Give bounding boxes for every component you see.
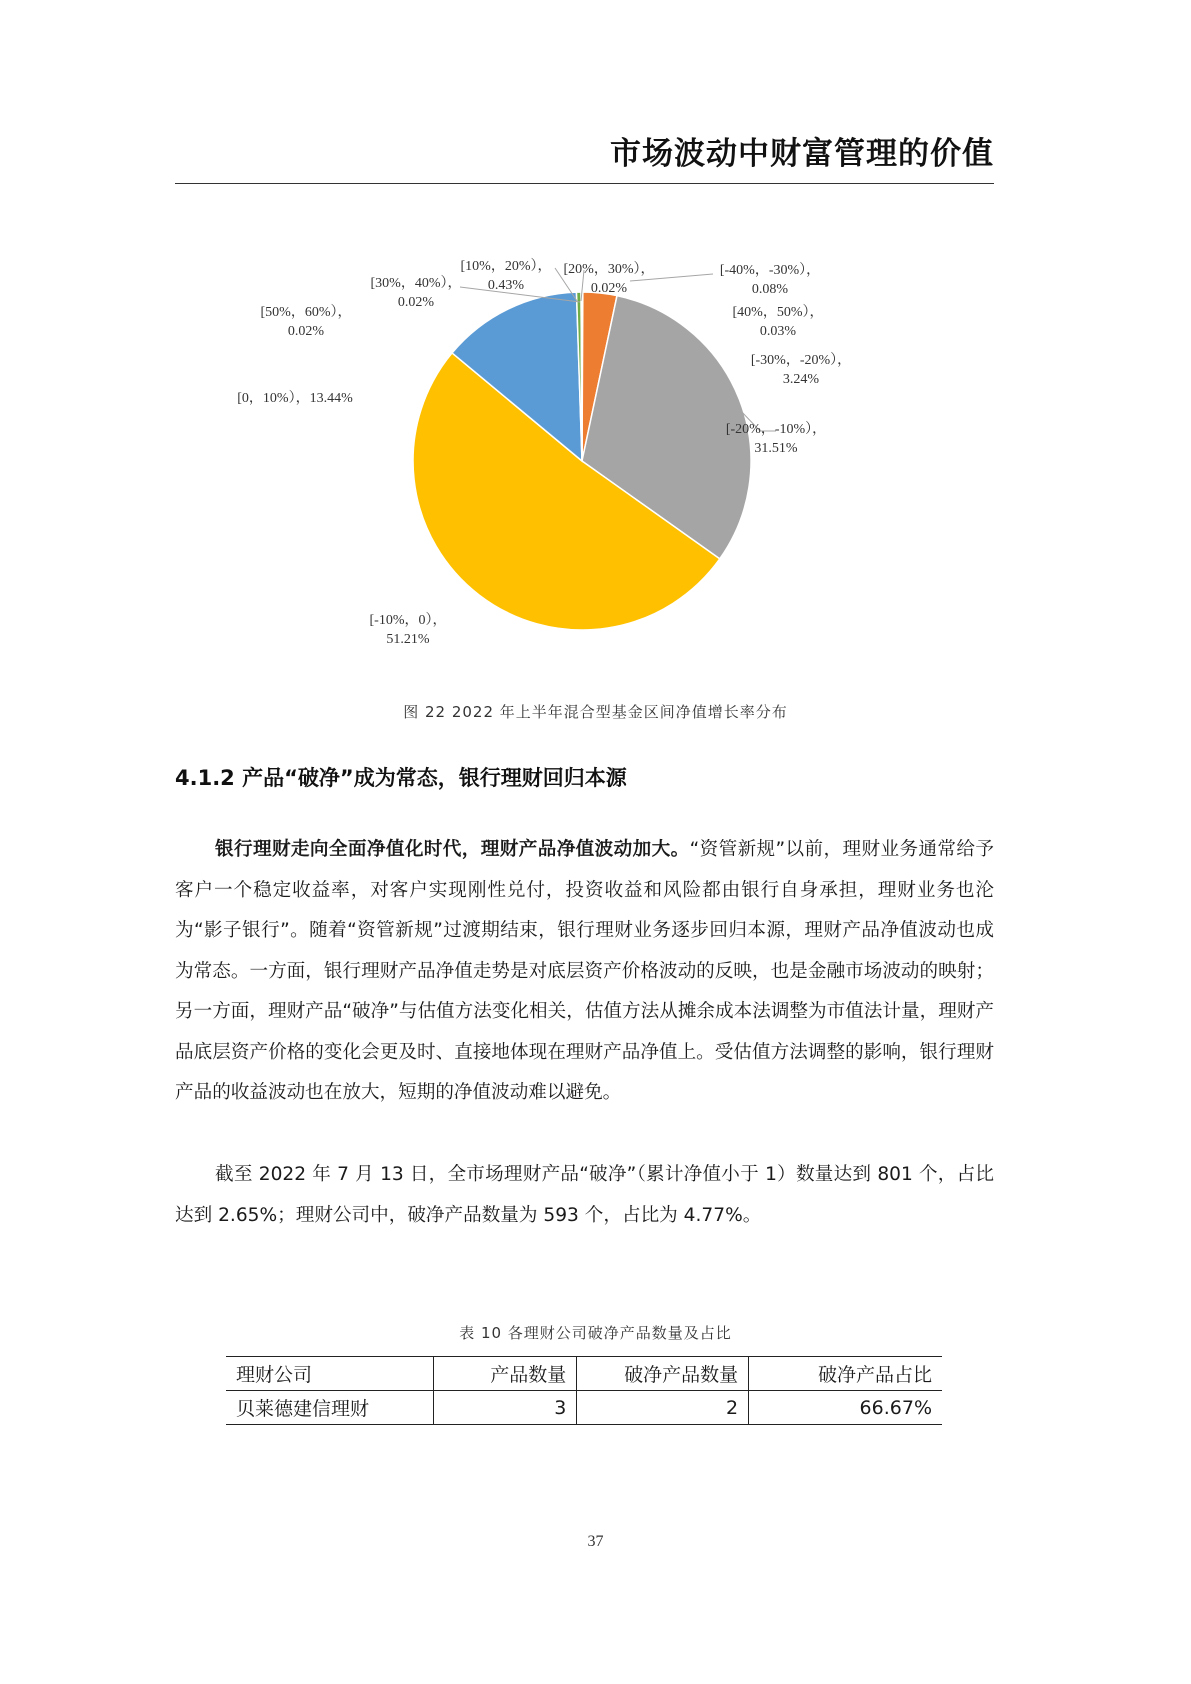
data-label-value: 0.02% — [590, 281, 628, 296]
data-label: [50%，60%）， — [260, 305, 352, 320]
section-heading: 4.1.2 产品“破净”成为常态，银行理财回归本源 — [175, 766, 627, 790]
data-label-value: 3.24% — [782, 372, 820, 387]
table-row — [226, 1391, 942, 1425]
data-label: [30%，40%）， — [370, 276, 462, 291]
data-label: [-10%，0）， — [369, 613, 447, 628]
data-label: [20%，30%）， — [563, 262, 655, 277]
cell-company: 贝莱德建信理财 — [236, 1398, 370, 1420]
data-label-value: 0.43% — [487, 278, 525, 293]
data-label: [-20%，-10%）， — [725, 422, 827, 437]
data-label-value: 0.08% — [751, 282, 789, 297]
data-label-value: 51.21% — [386, 632, 430, 647]
page-number: 37 — [587, 1533, 604, 1550]
table-caption: 表 10 各理财公司破净产品数量及占比 — [459, 1324, 732, 1342]
paragraph-1 — [175, 830, 994, 1114]
col-header-count: 产品数量 — [434, 1357, 577, 1391]
data-label-value: 0.03% — [759, 324, 797, 339]
broken-products-table — [226, 1356, 942, 1425]
data-label: [0，10%），13.44% — [237, 391, 353, 406]
table-header-row — [226, 1357, 942, 1391]
col-header-broken: 破净产品数量 — [577, 1357, 749, 1391]
data-label: [40%，50%）， — [732, 305, 824, 320]
cell-count: 3 — [434, 1391, 577, 1425]
data-label-value: 0.02% — [287, 324, 325, 339]
paragraph-1-body: “资管新规”以前，理财业务通常给予客户一个稳定收益率，对客户实现刚性兑付，投资收益和风险都由银行自身承担，理财业务也沦为“影子银行”。随着“资管新规”过渡期结束，银行理财业务逐步回归本源，理财产品净值波动也成为常态。一方面，银行理财产品净值走势是对底层资产价格波动的反映，也是金融市场波动的映射；另一方面，理财产品“破净”与估值方法变化相关，估值方法从摊余成本法调整为市值法计量，理财产品底层资产价格的变化会更及时、直接地体现在理财产品净值上。受估值方法调整的影响，银行理财产品的收益波动也在放大，短期的净值波动难以避免。 — [175, 839, 994, 1103]
header-title: 市场波动中财富管理的价值 — [610, 136, 994, 172]
data-label-value: 31.51% — [754, 441, 798, 456]
cell-broken: 2 — [577, 1391, 749, 1425]
pie-chart — [0, 0, 1191, 680]
col-header-company: 理财公司 — [236, 1364, 313, 1386]
data-label: [10%，20%）， — [460, 259, 552, 274]
data-label-value: 0.02% — [397, 295, 435, 310]
cell-ratio: 66.67% — [749, 1391, 942, 1425]
col-header-ratio: 破净产品占比 — [749, 1357, 942, 1391]
data-label: [-30%，-20%）， — [750, 353, 852, 368]
paragraph-2: 截至 2022 年 7 月 13 日，全市场理财产品“破净”（累计净值小于 1）数量达到 801 个，占比达到 2.65%；理财公司中，破净产品数量为 593 个，占比为 4.77%。 — [175, 1164, 994, 1226]
paragraph-1-lead: 银行理财走向全面净值化时代，理财产品净值波动加大。 — [215, 839, 690, 860]
figure-caption: 图 22 2022 年上半年混合型基金区间净值增长率分布 — [403, 703, 788, 721]
data-label: [-40%，-30%）， — [719, 263, 821, 278]
